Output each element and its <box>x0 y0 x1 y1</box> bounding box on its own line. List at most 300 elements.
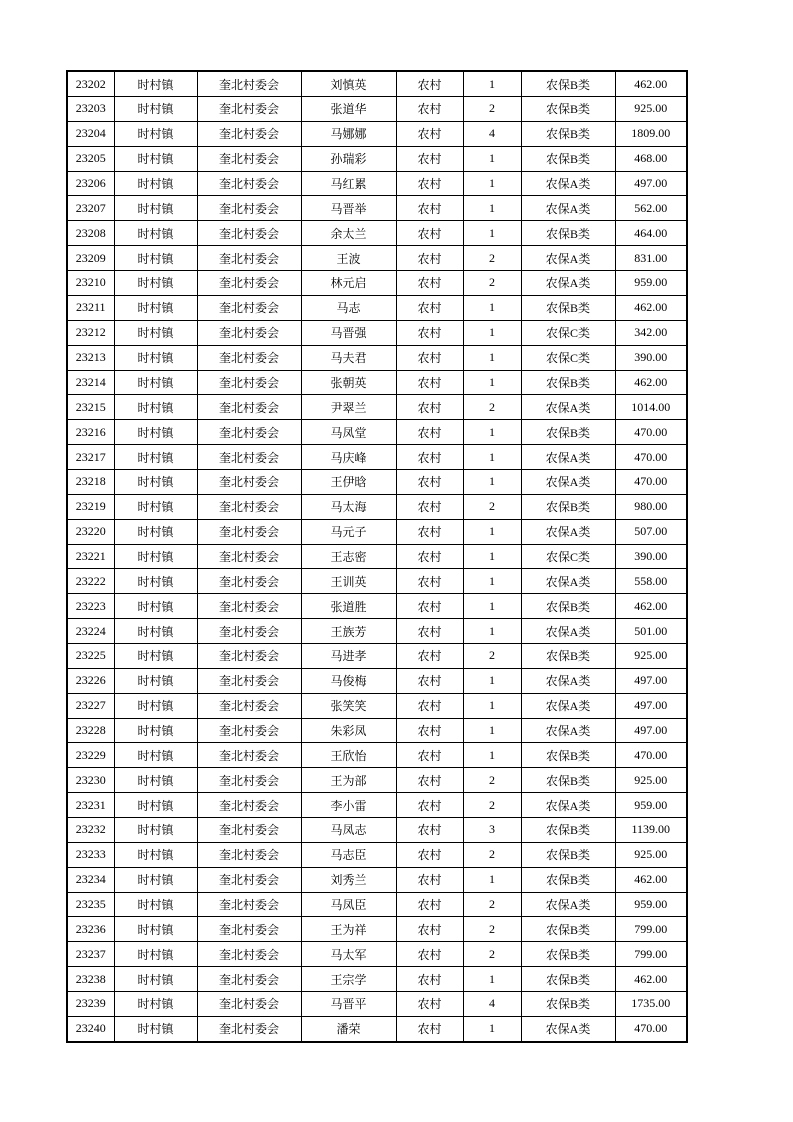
cell-person-name: 余太兰 <box>301 221 396 246</box>
cell-person-count: 2 <box>463 768 521 793</box>
cell-person-count: 1 <box>463 569 521 594</box>
cell-person-name: 马晋平 <box>301 991 396 1016</box>
cell-person-count: 1 <box>463 693 521 718</box>
cell-village-committee: 奎北村委会 <box>197 1016 301 1042</box>
table-row <box>67 793 687 818</box>
cell-town: 时村镇 <box>114 693 197 718</box>
cell-record-number: 23203 <box>67 97 114 122</box>
table-row <box>67 246 687 271</box>
cell-record-number: 23227 <box>67 693 114 718</box>
cell-village-committee: 奎北村委会 <box>197 320 301 345</box>
cell-household-type: 农村 <box>396 544 463 569</box>
cell-town: 时村镇 <box>114 892 197 917</box>
table-row <box>67 718 687 743</box>
cell-insurance-category: 农保B类 <box>521 842 615 867</box>
table-row <box>67 97 687 122</box>
cell-town: 时村镇 <box>114 420 197 445</box>
cell-town: 时村镇 <box>114 569 197 594</box>
cell-town: 时村镇 <box>114 71 197 97</box>
cell-household-type: 农村 <box>396 991 463 1016</box>
cell-amount: 959.00 <box>615 892 687 917</box>
cell-record-number: 23234 <box>67 867 114 892</box>
cell-town: 时村镇 <box>114 295 197 320</box>
cell-amount: 799.00 <box>615 942 687 967</box>
cell-insurance-category: 农保A类 <box>521 271 615 296</box>
cell-person-count: 1 <box>463 867 521 892</box>
cell-household-type: 农村 <box>396 395 463 420</box>
cell-person-name: 马夫君 <box>301 345 396 370</box>
table-row <box>67 619 687 644</box>
table-row <box>67 867 687 892</box>
table-row <box>67 295 687 320</box>
cell-town: 时村镇 <box>114 643 197 668</box>
cell-insurance-category: 农保A类 <box>521 445 615 470</box>
cell-record-number: 23228 <box>67 718 114 743</box>
cell-amount: 464.00 <box>615 221 687 246</box>
cell-person-count: 2 <box>463 271 521 296</box>
cell-household-type: 农村 <box>396 842 463 867</box>
cell-person-name: 马俊梅 <box>301 668 396 693</box>
cell-person-count: 1 <box>463 668 521 693</box>
cell-record-number: 23205 <box>67 146 114 171</box>
cell-village-committee: 奎北村委会 <box>197 793 301 818</box>
cell-amount: 470.00 <box>615 743 687 768</box>
cell-insurance-category: 农保B类 <box>521 146 615 171</box>
cell-village-committee: 奎北村委会 <box>197 643 301 668</box>
cell-record-number: 23214 <box>67 370 114 395</box>
cell-amount: 925.00 <box>615 842 687 867</box>
cell-village-committee: 奎北村委会 <box>197 420 301 445</box>
cell-person-count: 1 <box>463 718 521 743</box>
cell-village-committee: 奎北村委会 <box>197 196 301 221</box>
cell-record-number: 23210 <box>67 271 114 296</box>
table-row <box>67 768 687 793</box>
cell-village-committee: 奎北村委会 <box>197 246 301 271</box>
cell-town: 时村镇 <box>114 942 197 967</box>
cell-amount: 470.00 <box>615 1016 687 1042</box>
cell-record-number: 23209 <box>67 246 114 271</box>
cell-record-number: 23211 <box>67 295 114 320</box>
cell-town: 时村镇 <box>114 544 197 569</box>
cell-record-number: 23225 <box>67 643 114 668</box>
cell-household-type: 农村 <box>396 469 463 494</box>
cell-insurance-category: 农保B类 <box>521 867 615 892</box>
cell-person-name: 王训英 <box>301 569 396 594</box>
cell-amount: 1014.00 <box>615 395 687 420</box>
cell-town: 时村镇 <box>114 519 197 544</box>
table-row <box>67 171 687 196</box>
cell-village-committee: 奎北村委会 <box>197 519 301 544</box>
cell-insurance-category: 农保B类 <box>521 420 615 445</box>
cell-person-name: 王族芳 <box>301 619 396 644</box>
cell-person-count: 1 <box>463 370 521 395</box>
cell-insurance-category: 农保B类 <box>521 295 615 320</box>
table-row <box>67 271 687 296</box>
cell-person-name: 马太军 <box>301 942 396 967</box>
cell-record-number: 23231 <box>67 793 114 818</box>
cell-person-name: 马凤臣 <box>301 892 396 917</box>
cell-record-number: 23213 <box>67 345 114 370</box>
cell-person-name: 王志密 <box>301 544 396 569</box>
cell-person-count: 1 <box>463 420 521 445</box>
table-row <box>67 743 687 768</box>
cell-town: 时村镇 <box>114 991 197 1016</box>
cell-person-name: 刘慎英 <box>301 71 396 97</box>
cell-person-count: 1 <box>463 320 521 345</box>
cell-person-name: 王为部 <box>301 768 396 793</box>
cell-village-committee: 奎北村委会 <box>197 892 301 917</box>
cell-person-name: 马太海 <box>301 494 396 519</box>
cell-amount: 558.00 <box>615 569 687 594</box>
cell-village-committee: 奎北村委会 <box>197 544 301 569</box>
cell-amount: 390.00 <box>615 544 687 569</box>
cell-insurance-category: 农保A类 <box>521 793 615 818</box>
cell-record-number: 23224 <box>67 619 114 644</box>
cell-town: 时村镇 <box>114 594 197 619</box>
table-row <box>67 519 687 544</box>
cell-person-name: 马凤志 <box>301 817 396 842</box>
cell-village-committee: 奎北村委会 <box>197 97 301 122</box>
cell-household-type: 农村 <box>396 71 463 97</box>
cell-person-count: 1 <box>463 196 521 221</box>
table-row <box>67 121 687 146</box>
table-row <box>67 345 687 370</box>
cell-amount: 468.00 <box>615 146 687 171</box>
cell-insurance-category: 农保B类 <box>521 71 615 97</box>
cell-insurance-category: 农保C类 <box>521 320 615 345</box>
cell-insurance-category: 农保C类 <box>521 345 615 370</box>
cell-record-number: 23220 <box>67 519 114 544</box>
cell-village-committee: 奎北村委会 <box>197 842 301 867</box>
cell-person-name: 马红累 <box>301 171 396 196</box>
cell-amount: 342.00 <box>615 320 687 345</box>
cell-amount: 959.00 <box>615 271 687 296</box>
cell-village-committee: 奎北村委会 <box>197 146 301 171</box>
cell-town: 时村镇 <box>114 320 197 345</box>
table-row <box>67 817 687 842</box>
table-row <box>67 594 687 619</box>
cell-household-type: 农村 <box>396 967 463 992</box>
cell-person-count: 1 <box>463 544 521 569</box>
cell-village-committee: 奎北村委会 <box>197 693 301 718</box>
cell-village-committee: 奎北村委会 <box>197 71 301 97</box>
cell-person-count: 1 <box>463 594 521 619</box>
cell-record-number: 23215 <box>67 395 114 420</box>
cell-insurance-category: 农保A类 <box>521 196 615 221</box>
cell-insurance-category: 农保B类 <box>521 817 615 842</box>
cell-town: 时村镇 <box>114 395 197 420</box>
cell-amount: 497.00 <box>615 693 687 718</box>
cell-town: 时村镇 <box>114 445 197 470</box>
cell-person-name: 马凤堂 <box>301 420 396 445</box>
cell-person-name: 马娜娜 <box>301 121 396 146</box>
cell-person-count: 2 <box>463 942 521 967</box>
cell-amount: 462.00 <box>615 370 687 395</box>
cell-household-type: 农村 <box>396 619 463 644</box>
cell-person-name: 王欣怡 <box>301 743 396 768</box>
cell-household-type: 农村 <box>396 1016 463 1042</box>
cell-household-type: 农村 <box>396 793 463 818</box>
cell-insurance-category: 农保B类 <box>521 991 615 1016</box>
cell-person-count: 1 <box>463 967 521 992</box>
cell-person-count: 3 <box>463 817 521 842</box>
cell-person-name: 尹翠兰 <box>301 395 396 420</box>
cell-household-type: 农村 <box>396 420 463 445</box>
cell-household-type: 农村 <box>396 121 463 146</box>
cell-town: 时村镇 <box>114 345 197 370</box>
cell-person-name: 刘秀兰 <box>301 867 396 892</box>
cell-household-type: 农村 <box>396 569 463 594</box>
cell-person-count: 1 <box>463 469 521 494</box>
cell-village-committee: 奎北村委会 <box>197 569 301 594</box>
cell-town: 时村镇 <box>114 469 197 494</box>
cell-amount: 507.00 <box>615 519 687 544</box>
cell-person-count: 2 <box>463 643 521 668</box>
table-row <box>67 320 687 345</box>
cell-amount: 501.00 <box>615 619 687 644</box>
cell-insurance-category: 农保A类 <box>521 693 615 718</box>
cell-village-committee: 奎北村委会 <box>197 743 301 768</box>
cell-record-number: 23221 <box>67 544 114 569</box>
cell-person-name: 马晋强 <box>301 320 396 345</box>
cell-insurance-category: 农保B类 <box>521 967 615 992</box>
cell-town: 时村镇 <box>114 619 197 644</box>
cell-insurance-category: 农保A类 <box>521 569 615 594</box>
cell-insurance-category: 农保B类 <box>521 221 615 246</box>
cell-village-committee: 奎北村委会 <box>197 817 301 842</box>
cell-amount: 462.00 <box>615 295 687 320</box>
cell-insurance-category: 农保A类 <box>521 395 615 420</box>
cell-insurance-category: 农保A类 <box>521 619 615 644</box>
cell-village-committee: 奎北村委会 <box>197 445 301 470</box>
cell-person-count: 1 <box>463 743 521 768</box>
cell-amount: 497.00 <box>615 668 687 693</box>
cell-record-number: 23235 <box>67 892 114 917</box>
cell-town: 时村镇 <box>114 867 197 892</box>
cell-record-number: 23222 <box>67 569 114 594</box>
table-row <box>67 445 687 470</box>
cell-household-type: 农村 <box>396 718 463 743</box>
cell-record-number: 23207 <box>67 196 114 221</box>
cell-person-count: 4 <box>463 991 521 1016</box>
cell-household-type: 农村 <box>396 594 463 619</box>
cell-person-count: 1 <box>463 146 521 171</box>
cell-village-committee: 奎北村委会 <box>197 494 301 519</box>
cell-insurance-category: 农保A类 <box>521 718 615 743</box>
cell-person-count: 2 <box>463 793 521 818</box>
cell-town: 时村镇 <box>114 271 197 296</box>
cell-household-type: 农村 <box>396 345 463 370</box>
cell-person-count: 1 <box>463 345 521 370</box>
cell-town: 时村镇 <box>114 246 197 271</box>
cell-household-type: 农村 <box>396 817 463 842</box>
cell-household-type: 农村 <box>396 519 463 544</box>
cell-town: 时村镇 <box>114 793 197 818</box>
table-row <box>67 668 687 693</box>
cell-amount: 980.00 <box>615 494 687 519</box>
cell-amount: 497.00 <box>615 718 687 743</box>
cell-person-name: 林元启 <box>301 271 396 296</box>
cell-person-count: 2 <box>463 246 521 271</box>
cell-record-number: 23233 <box>67 842 114 867</box>
cell-village-committee: 奎北村委会 <box>197 469 301 494</box>
cell-amount: 799.00 <box>615 917 687 942</box>
cell-person-count: 1 <box>463 1016 521 1042</box>
cell-insurance-category: 农保A类 <box>521 519 615 544</box>
table-row <box>67 942 687 967</box>
cell-household-type: 农村 <box>396 494 463 519</box>
cell-household-type: 农村 <box>396 942 463 967</box>
cell-person-name: 张道华 <box>301 97 396 122</box>
cell-record-number: 23237 <box>67 942 114 967</box>
cell-amount: 462.00 <box>615 71 687 97</box>
table-row <box>67 544 687 569</box>
cell-amount: 470.00 <box>615 445 687 470</box>
cell-amount: 1735.00 <box>615 991 687 1016</box>
cell-household-type: 农村 <box>396 867 463 892</box>
table-row <box>67 146 687 171</box>
table-row <box>67 221 687 246</box>
cell-village-committee: 奎北村委会 <box>197 370 301 395</box>
table-row <box>67 494 687 519</box>
cell-amount: 925.00 <box>615 97 687 122</box>
cell-household-type: 农村 <box>396 370 463 395</box>
cell-amount: 562.00 <box>615 196 687 221</box>
cell-person-name: 张笑笑 <box>301 693 396 718</box>
cell-village-committee: 奎北村委会 <box>197 718 301 743</box>
cell-town: 时村镇 <box>114 146 197 171</box>
cell-amount: 462.00 <box>615 867 687 892</box>
cell-town: 时村镇 <box>114 221 197 246</box>
cell-household-type: 农村 <box>396 743 463 768</box>
cell-village-committee: 奎北村委会 <box>197 594 301 619</box>
cell-person-count: 4 <box>463 121 521 146</box>
cell-amount: 831.00 <box>615 246 687 271</box>
cell-village-committee: 奎北村委会 <box>197 221 301 246</box>
cell-household-type: 农村 <box>396 171 463 196</box>
cell-person-count: 1 <box>463 295 521 320</box>
cell-person-name: 马庆峰 <box>301 445 396 470</box>
cell-insurance-category: 农保A类 <box>521 668 615 693</box>
cell-household-type: 农村 <box>396 221 463 246</box>
table-row <box>67 420 687 445</box>
cell-person-name: 马进孝 <box>301 643 396 668</box>
cell-person-name: 王宗学 <box>301 967 396 992</box>
cell-household-type: 农村 <box>396 196 463 221</box>
cell-record-number: 23218 <box>67 469 114 494</box>
table-row <box>67 469 687 494</box>
data-table <box>66 70 688 1043</box>
cell-amount: 1139.00 <box>615 817 687 842</box>
cell-record-number: 23238 <box>67 967 114 992</box>
cell-person-name: 张朝英 <box>301 370 396 395</box>
cell-household-type: 农村 <box>396 892 463 917</box>
cell-town: 时村镇 <box>114 196 197 221</box>
cell-person-name: 朱彩凤 <box>301 718 396 743</box>
cell-person-count: 2 <box>463 892 521 917</box>
cell-household-type: 农村 <box>396 693 463 718</box>
cell-amount: 1809.00 <box>615 121 687 146</box>
cell-amount: 925.00 <box>615 643 687 668</box>
cell-insurance-category: 农保B类 <box>521 643 615 668</box>
cell-household-type: 农村 <box>396 295 463 320</box>
table-row <box>67 196 687 221</box>
table-row <box>67 892 687 917</box>
cell-person-count: 2 <box>463 842 521 867</box>
cell-person-count: 1 <box>463 171 521 196</box>
table-row <box>67 569 687 594</box>
cell-person-name: 马志臣 <box>301 842 396 867</box>
cell-person-count: 1 <box>463 519 521 544</box>
cell-amount: 925.00 <box>615 768 687 793</box>
cell-town: 时村镇 <box>114 967 197 992</box>
cell-town: 时村镇 <box>114 668 197 693</box>
cell-amount: 959.00 <box>615 793 687 818</box>
cell-record-number: 23202 <box>67 71 114 97</box>
cell-town: 时村镇 <box>114 917 197 942</box>
cell-insurance-category: 农保B类 <box>521 743 615 768</box>
cell-village-committee: 奎北村委会 <box>197 991 301 1016</box>
cell-insurance-category: 农保C类 <box>521 544 615 569</box>
cell-village-committee: 奎北村委会 <box>197 942 301 967</box>
table-row <box>67 643 687 668</box>
cell-town: 时村镇 <box>114 768 197 793</box>
cell-village-committee: 奎北村委会 <box>197 171 301 196</box>
cell-record-number: 23206 <box>67 171 114 196</box>
table-body <box>67 71 687 1042</box>
cell-household-type: 农村 <box>396 917 463 942</box>
cell-amount: 462.00 <box>615 967 687 992</box>
table-row <box>67 842 687 867</box>
cell-person-name: 张道胜 <box>301 594 396 619</box>
cell-village-committee: 奎北村委会 <box>197 121 301 146</box>
cell-person-name: 王伊晗 <box>301 469 396 494</box>
cell-household-type: 农村 <box>396 668 463 693</box>
cell-record-number: 23226 <box>67 668 114 693</box>
cell-insurance-category: 农保B类 <box>521 121 615 146</box>
cell-village-committee: 奎北村委会 <box>197 619 301 644</box>
cell-person-count: 1 <box>463 619 521 644</box>
cell-town: 时村镇 <box>114 97 197 122</box>
cell-village-committee: 奎北村委会 <box>197 345 301 370</box>
cell-insurance-category: 农保A类 <box>521 892 615 917</box>
cell-record-number: 23223 <box>67 594 114 619</box>
table-row <box>67 693 687 718</box>
cell-record-number: 23212 <box>67 320 114 345</box>
table-row <box>67 395 687 420</box>
cell-record-number: 23216 <box>67 420 114 445</box>
cell-town: 时村镇 <box>114 718 197 743</box>
cell-record-number: 23217 <box>67 445 114 470</box>
cell-person-name: 孙瑞彩 <box>301 146 396 171</box>
cell-household-type: 农村 <box>396 320 463 345</box>
cell-village-committee: 奎北村委会 <box>197 867 301 892</box>
cell-insurance-category: 农保B类 <box>521 494 615 519</box>
cell-town: 时村镇 <box>114 370 197 395</box>
cell-household-type: 农村 <box>396 768 463 793</box>
cell-record-number: 23239 <box>67 991 114 1016</box>
cell-household-type: 农村 <box>396 445 463 470</box>
cell-person-name: 马元子 <box>301 519 396 544</box>
cell-record-number: 23229 <box>67 743 114 768</box>
cell-amount: 497.00 <box>615 171 687 196</box>
cell-person-count: 2 <box>463 917 521 942</box>
table-row <box>67 370 687 395</box>
table-row <box>67 1016 687 1042</box>
table-row <box>67 991 687 1016</box>
cell-person-name: 李小雷 <box>301 793 396 818</box>
cell-village-committee: 奎北村委会 <box>197 917 301 942</box>
